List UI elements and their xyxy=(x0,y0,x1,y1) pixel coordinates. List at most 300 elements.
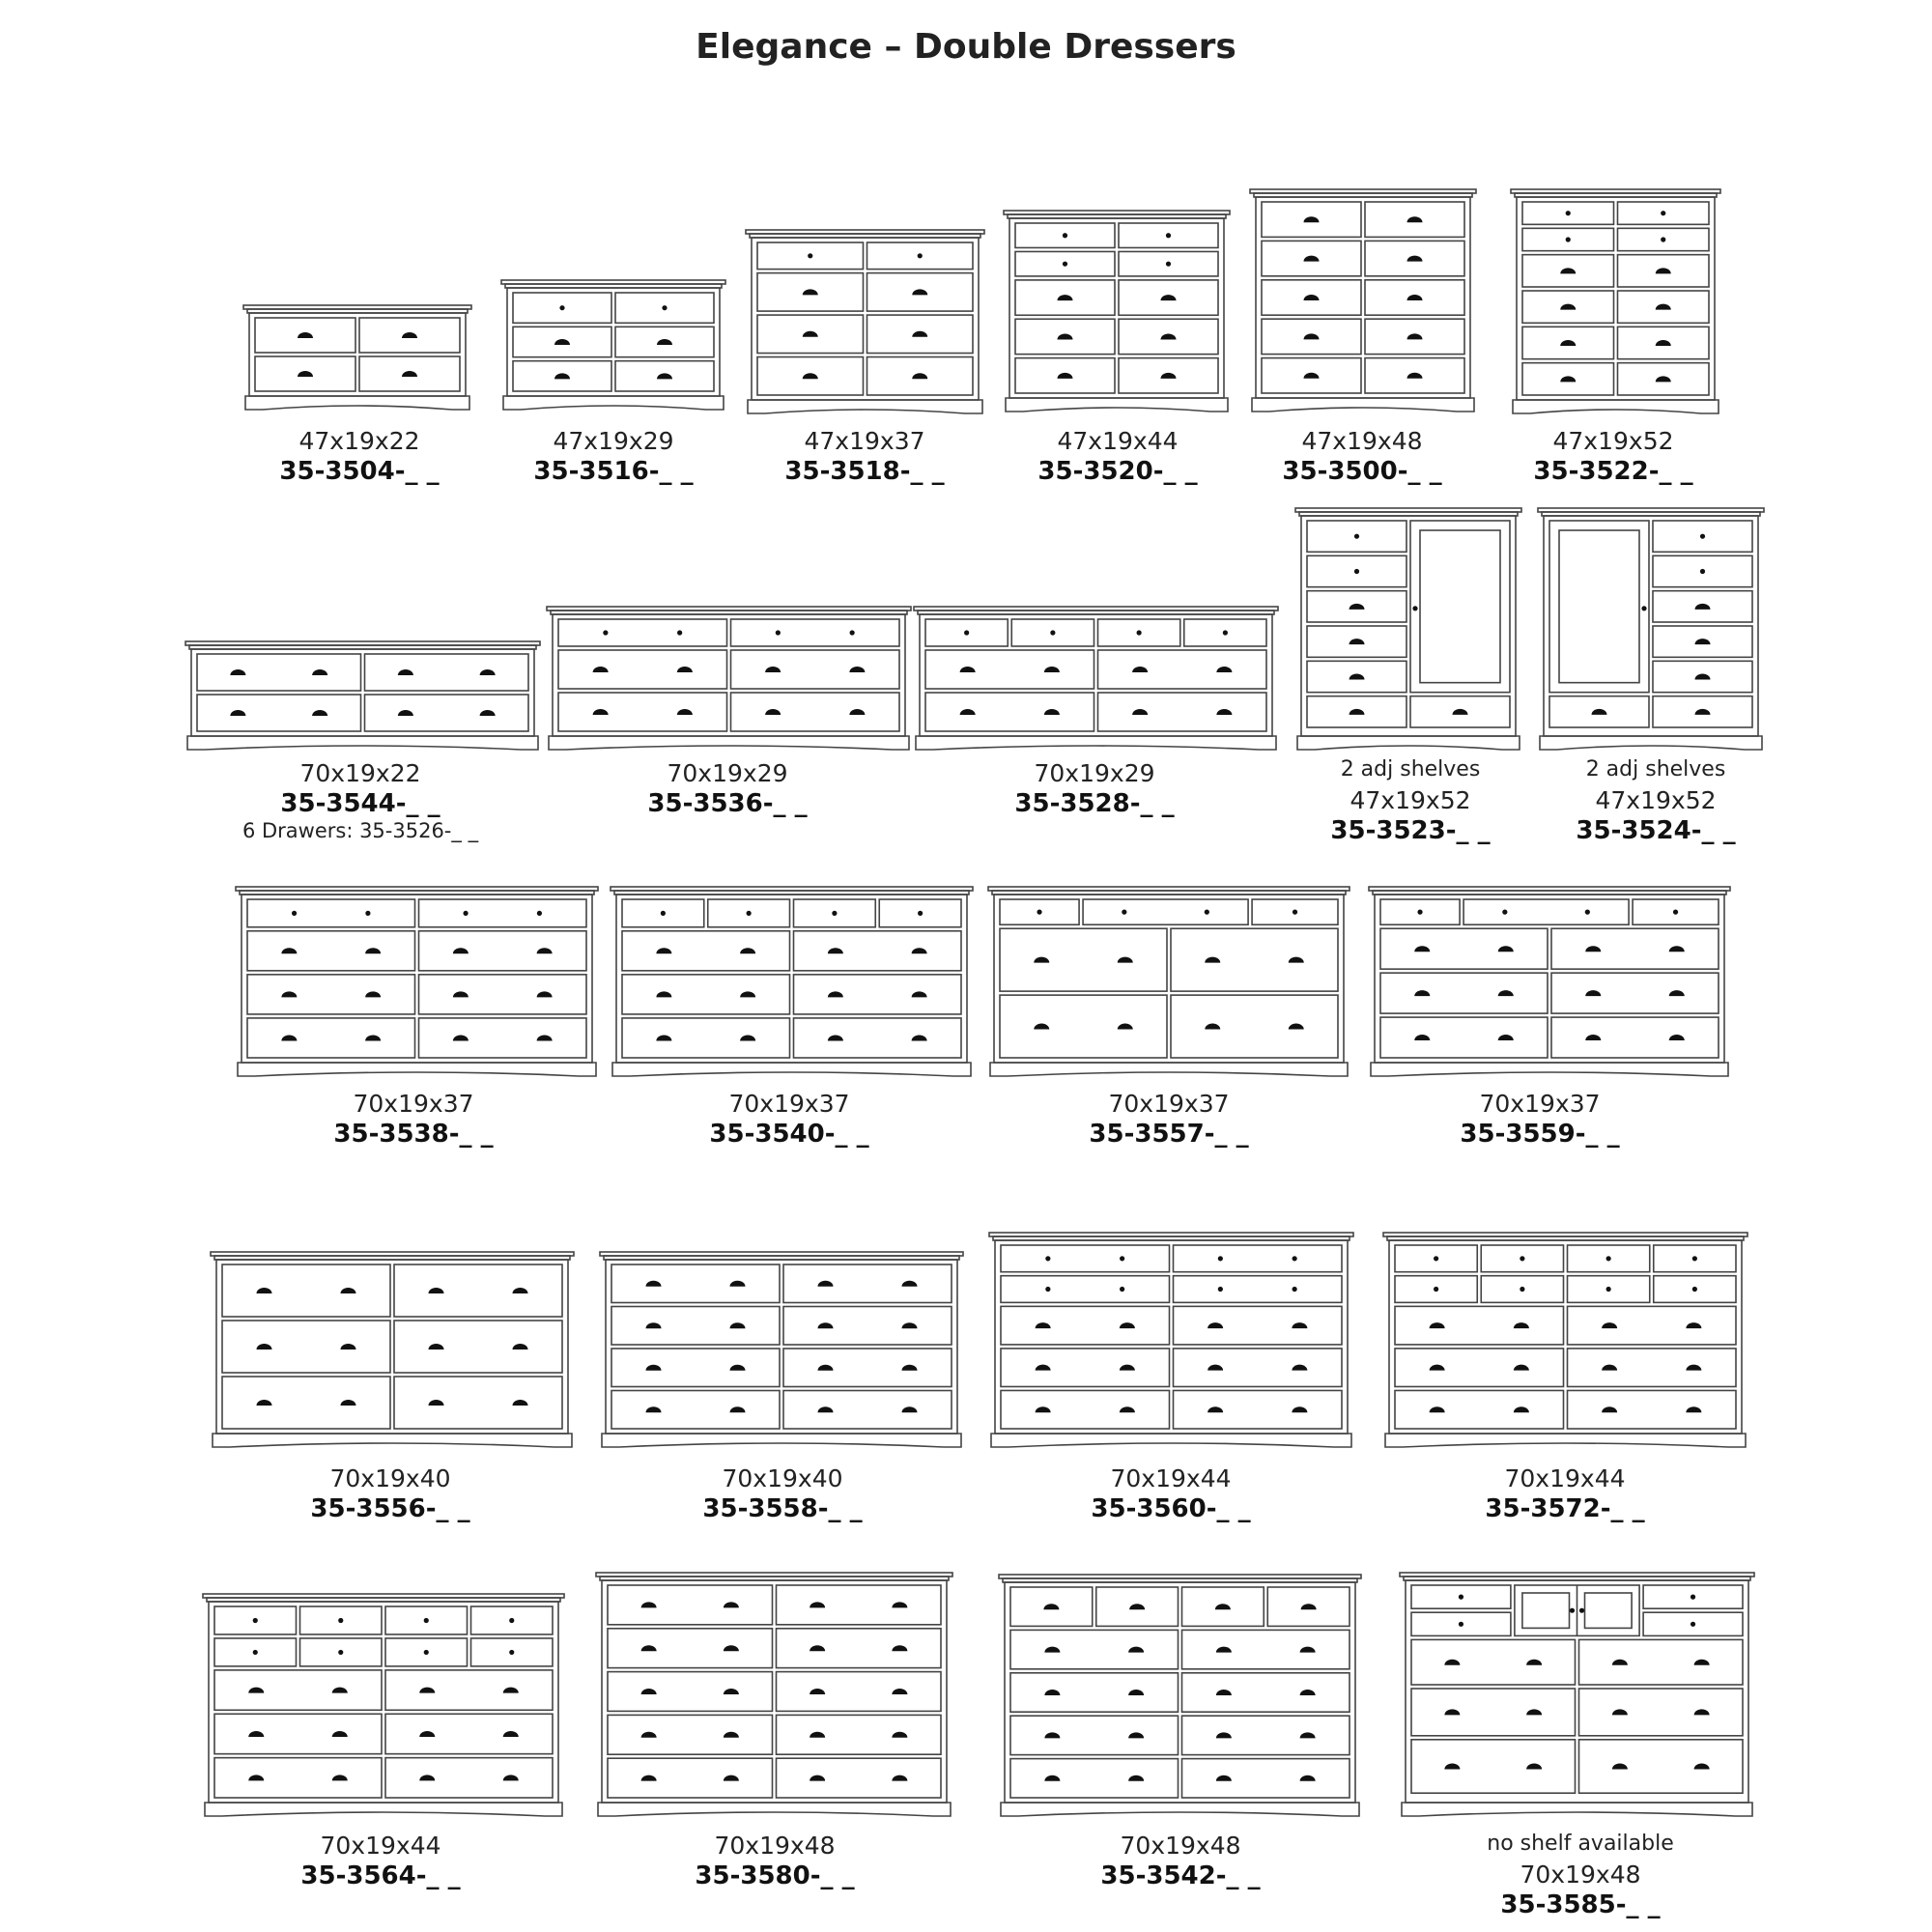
cup-pull-icon xyxy=(1407,333,1423,339)
product-code: 35-3559-_ _ xyxy=(1460,1120,1620,1149)
dimension-label: 70x19x44 xyxy=(1504,1464,1626,1492)
cup-pull-icon xyxy=(656,991,671,997)
cup-pull-icon xyxy=(1161,333,1177,339)
cup-pull-icon xyxy=(1560,268,1576,273)
product-code: 35-3560-_ _ xyxy=(1091,1494,1251,1523)
cup-pull-icon xyxy=(398,669,413,675)
drawer xyxy=(1174,1306,1343,1345)
cup-pull-icon xyxy=(641,1645,657,1651)
cup-pull-icon xyxy=(1453,709,1468,715)
cup-pull-icon xyxy=(365,1035,381,1040)
drawer xyxy=(611,1349,780,1387)
cup-pull-icon xyxy=(1292,1406,1307,1412)
cup-pull-icon xyxy=(803,373,818,379)
cup-pull-icon xyxy=(1414,946,1430,952)
cup-pull-icon xyxy=(429,1288,444,1293)
cup-pull-icon xyxy=(740,1035,755,1040)
product-code: 35-3544-_ _ xyxy=(280,789,440,818)
knob-icon xyxy=(661,911,666,916)
cabinet-door xyxy=(1549,521,1649,693)
drawer xyxy=(1182,1759,1350,1798)
dresser-18 xyxy=(1383,1233,1747,1447)
cup-pull-icon xyxy=(740,991,755,997)
drawer xyxy=(777,1585,942,1625)
knob-icon xyxy=(1218,1287,1223,1292)
drawer xyxy=(247,1018,415,1058)
knob-icon xyxy=(1661,211,1665,215)
cup-pull-icon xyxy=(1161,373,1177,379)
drawer xyxy=(558,693,727,731)
cup-pull-icon xyxy=(1044,1690,1060,1695)
cup-pull-icon xyxy=(1304,216,1320,222)
cup-pull-icon xyxy=(1350,709,1365,715)
dresser-11 xyxy=(236,887,598,1076)
base-apron xyxy=(187,736,538,750)
drawer xyxy=(1083,899,1248,924)
cup-pull-icon xyxy=(402,332,417,338)
drawer xyxy=(365,654,529,691)
drawer xyxy=(222,1264,390,1317)
dresser-9 xyxy=(1295,508,1521,750)
drawer xyxy=(1380,1017,1548,1058)
cup-pull-icon xyxy=(1444,1764,1460,1770)
cup-pull-icon xyxy=(656,1035,671,1040)
drawer xyxy=(1171,995,1338,1058)
dimension-label: 70x19x44 xyxy=(1110,1464,1232,1492)
drawer xyxy=(419,1018,587,1058)
cup-pull-icon xyxy=(740,948,755,953)
drawer xyxy=(222,1321,390,1373)
cup-pull-icon xyxy=(537,948,553,953)
dresser-8 xyxy=(914,607,1278,750)
cup-pull-icon xyxy=(1128,1647,1144,1653)
knob-icon xyxy=(1293,1287,1297,1292)
product-code: 35-3580-_ _ xyxy=(695,1861,855,1890)
cup-pull-icon xyxy=(1444,1660,1460,1665)
knob-icon xyxy=(1690,1622,1695,1627)
cup-pull-icon xyxy=(453,948,469,953)
dresser-19 xyxy=(203,1594,564,1816)
alt-code-label: 6 Drawers: 35-3526-_ _ xyxy=(242,819,479,842)
cup-pull-icon xyxy=(312,669,327,675)
cup-pull-icon xyxy=(332,1688,348,1693)
knob-icon xyxy=(1692,1256,1697,1261)
dresser-13 xyxy=(988,887,1350,1076)
dimension-label: 70x19x29 xyxy=(667,759,788,787)
knob-icon xyxy=(338,1618,343,1623)
drawer xyxy=(622,1018,790,1058)
dimension-label: 47x19x48 xyxy=(1301,427,1423,455)
dimension-label: 70x19x29 xyxy=(1034,759,1155,787)
cup-pull-icon xyxy=(1656,340,1671,346)
dresser-1 xyxy=(501,280,725,410)
cup-pull-icon xyxy=(1669,946,1685,952)
drawer xyxy=(1411,1740,1576,1793)
cup-pull-icon xyxy=(1526,1660,1542,1665)
knob-icon xyxy=(1050,630,1055,635)
knob-icon xyxy=(1606,1256,1611,1261)
drawer xyxy=(1182,1630,1350,1668)
knob-icon xyxy=(1566,211,1571,215)
knob-icon xyxy=(1045,1256,1050,1261)
cup-pull-icon xyxy=(657,339,672,345)
drawer xyxy=(1380,928,1548,969)
drawer xyxy=(1411,1639,1576,1685)
knob-icon xyxy=(677,630,682,635)
drawer xyxy=(783,1349,952,1387)
cup-pull-icon xyxy=(1414,1035,1430,1040)
knob-icon xyxy=(1293,1256,1297,1261)
cup-pull-icon xyxy=(1612,1660,1628,1665)
cup-pull-icon xyxy=(1656,376,1671,382)
knob-icon xyxy=(1459,1622,1463,1627)
cup-pull-icon xyxy=(1036,1365,1051,1371)
cup-pull-icon xyxy=(1498,946,1514,952)
drawer xyxy=(247,975,415,1014)
cup-pull-icon xyxy=(724,1602,739,1607)
cup-pull-icon xyxy=(1132,667,1148,672)
carcass xyxy=(209,1602,558,1803)
drawer xyxy=(394,1264,562,1317)
cup-pull-icon xyxy=(1216,1776,1232,1781)
cup-pull-icon xyxy=(281,948,297,953)
cup-pull-icon xyxy=(554,373,570,379)
product-code: 35-3538-_ _ xyxy=(333,1120,494,1149)
dresser-21 xyxy=(999,1575,1361,1816)
product-code: 35-3536-_ _ xyxy=(647,789,808,818)
cup-pull-icon xyxy=(1585,990,1601,996)
drawer xyxy=(419,899,587,927)
drawer xyxy=(1395,1349,1564,1387)
cup-pull-icon xyxy=(1208,1322,1223,1328)
cup-pull-icon xyxy=(730,1365,746,1371)
knob-icon xyxy=(603,630,608,635)
knob-icon xyxy=(1166,262,1171,267)
cup-pull-icon xyxy=(1560,304,1576,310)
cup-pull-icon xyxy=(810,1776,825,1781)
cup-pull-icon xyxy=(1602,1406,1617,1412)
cup-pull-icon xyxy=(1656,304,1671,310)
cup-pull-icon xyxy=(298,332,313,338)
cup-pull-icon xyxy=(657,373,672,379)
dimension-label: 47x19x37 xyxy=(804,427,925,455)
cup-pull-icon xyxy=(503,1775,519,1780)
product-code: 35-3522-_ _ xyxy=(1533,457,1693,486)
cup-pull-icon xyxy=(1043,1604,1059,1609)
knob-icon xyxy=(1354,569,1359,574)
cup-pull-icon xyxy=(1304,373,1320,379)
drawer xyxy=(611,1264,780,1303)
knob-icon xyxy=(424,1650,429,1655)
cup-pull-icon xyxy=(646,1365,662,1371)
drawer xyxy=(1001,1276,1170,1303)
cup-pull-icon xyxy=(1430,1365,1445,1371)
cup-pull-icon xyxy=(1216,1647,1232,1653)
cup-pull-icon xyxy=(1161,295,1177,300)
cup-pull-icon xyxy=(641,1732,657,1738)
drawer xyxy=(385,1758,553,1798)
cup-pull-icon xyxy=(1514,1322,1529,1328)
cup-pull-icon xyxy=(912,948,927,953)
cup-pull-icon xyxy=(902,1322,918,1328)
cup-pull-icon xyxy=(593,667,609,672)
cup-pull-icon xyxy=(1132,709,1148,715)
drawer xyxy=(197,654,361,691)
base-apron xyxy=(990,1063,1348,1076)
cup-pull-icon xyxy=(1300,1732,1316,1738)
drawer xyxy=(247,931,415,971)
cup-pull-icon xyxy=(1044,709,1060,715)
drawer xyxy=(608,1672,773,1712)
carcass xyxy=(920,614,1272,736)
cup-pull-icon xyxy=(1514,1365,1529,1371)
carcass xyxy=(752,238,979,400)
cup-pull-icon xyxy=(1036,1406,1051,1412)
dresser-4 xyxy=(1250,189,1476,412)
cup-pull-icon xyxy=(818,1406,834,1412)
drawer xyxy=(1380,973,1548,1013)
dresser-17 xyxy=(989,1233,1353,1447)
knob-icon xyxy=(424,1618,429,1623)
knob-icon xyxy=(1641,606,1646,611)
dimension-label: 70x19x44 xyxy=(320,1832,441,1860)
cup-pull-icon xyxy=(1602,1365,1617,1371)
product-code: 35-3540-_ _ xyxy=(709,1120,869,1149)
cup-pull-icon xyxy=(892,1602,907,1607)
cup-pull-icon xyxy=(513,1400,528,1406)
drawer xyxy=(611,1307,780,1346)
drawer xyxy=(419,975,587,1014)
dresser-6 xyxy=(185,641,540,750)
knob-icon xyxy=(1223,630,1228,635)
cup-pull-icon xyxy=(765,667,781,672)
drawer xyxy=(794,1018,962,1058)
knob-icon xyxy=(1700,569,1705,574)
drawer xyxy=(731,650,900,689)
cup-pull-icon xyxy=(1560,340,1576,346)
drawer xyxy=(1098,693,1267,731)
cup-pull-icon xyxy=(818,1365,834,1371)
cup-pull-icon xyxy=(1694,1709,1710,1715)
cup-pull-icon xyxy=(480,669,496,675)
product-code: 35-3564-_ _ xyxy=(300,1861,461,1890)
cup-pull-icon xyxy=(1120,1322,1135,1328)
cup-pull-icon xyxy=(724,1689,739,1694)
cup-pull-icon xyxy=(1044,1776,1060,1781)
base-apron xyxy=(602,1434,961,1447)
cup-pull-icon xyxy=(1292,1365,1307,1371)
drawer xyxy=(1010,1673,1179,1712)
knob-icon xyxy=(1579,1608,1584,1613)
dimension-label: 70x19x37 xyxy=(353,1090,474,1118)
drawer xyxy=(777,1672,942,1712)
drawer xyxy=(622,931,790,971)
cup-pull-icon xyxy=(1304,256,1320,262)
dimension-label: 47x19x22 xyxy=(298,427,420,455)
base-apron xyxy=(612,1063,971,1076)
cup-pull-icon xyxy=(646,1281,662,1287)
cup-pull-icon xyxy=(912,331,927,337)
drawer xyxy=(1463,899,1629,924)
cup-pull-icon xyxy=(646,1322,662,1328)
base-apron xyxy=(1252,398,1474,412)
drawer xyxy=(1579,1689,1744,1736)
cup-pull-icon xyxy=(1304,295,1320,300)
cup-pull-icon xyxy=(1208,1406,1223,1412)
dresser-10 xyxy=(1538,508,1764,750)
cup-pull-icon xyxy=(803,331,818,337)
product-code: 35-3542-_ _ xyxy=(1100,1861,1261,1890)
cup-pull-icon xyxy=(1695,674,1711,680)
cup-pull-icon xyxy=(480,710,496,716)
cup-pull-icon xyxy=(892,1776,907,1781)
cup-pull-icon xyxy=(828,1035,843,1040)
cup-pull-icon xyxy=(513,1344,528,1350)
cup-pull-icon xyxy=(1129,1604,1145,1609)
cup-pull-icon xyxy=(1292,1322,1307,1328)
cup-pull-icon xyxy=(248,1731,264,1737)
cup-pull-icon xyxy=(1612,1764,1628,1770)
cup-pull-icon xyxy=(332,1775,348,1780)
knob-icon xyxy=(1661,237,1665,242)
note-label: no shelf available xyxy=(1487,1832,1674,1856)
cup-pull-icon xyxy=(810,1689,825,1694)
cup-pull-icon xyxy=(641,1776,657,1781)
cup-pull-icon xyxy=(1560,376,1576,382)
dimension-label: 70x19x37 xyxy=(1108,1090,1230,1118)
drawer xyxy=(608,1758,773,1798)
drawer xyxy=(1171,928,1338,991)
dimension-label: 70x19x37 xyxy=(1479,1090,1601,1118)
knob-icon xyxy=(1045,1287,1050,1292)
cup-pull-icon xyxy=(230,710,245,716)
cup-pull-icon xyxy=(902,1365,918,1371)
cup-pull-icon xyxy=(537,1035,553,1040)
cup-pull-icon xyxy=(656,948,671,953)
cup-pull-icon xyxy=(1694,1764,1710,1770)
cup-pull-icon xyxy=(1036,1322,1051,1328)
door-panel xyxy=(1559,530,1639,683)
dresser-20 xyxy=(596,1573,952,1816)
base-apron xyxy=(245,396,469,410)
glass-pane xyxy=(1522,1593,1570,1628)
cup-pull-icon xyxy=(453,1035,469,1040)
carcass xyxy=(995,1240,1348,1434)
knob-icon xyxy=(1417,910,1422,915)
dimension-label: 47x19x29 xyxy=(553,427,674,455)
cup-pull-icon xyxy=(892,1689,907,1694)
knob-icon xyxy=(1063,262,1067,267)
base-apron xyxy=(503,396,724,410)
cup-pull-icon xyxy=(1514,1406,1529,1412)
cup-pull-icon xyxy=(641,1602,657,1607)
knob-icon xyxy=(253,1618,258,1623)
drawer xyxy=(925,693,1094,731)
drawer xyxy=(1579,1639,1744,1685)
cup-pull-icon xyxy=(1407,295,1423,300)
drawer xyxy=(1568,1306,1737,1345)
base-apron xyxy=(238,1063,596,1076)
base-apron xyxy=(991,1434,1351,1447)
knob-icon xyxy=(1606,1287,1611,1292)
cup-pull-icon xyxy=(818,1322,834,1328)
cup-pull-icon xyxy=(398,710,413,716)
cup-pull-icon xyxy=(1216,1690,1232,1695)
cup-pull-icon xyxy=(1034,957,1049,963)
cup-pull-icon xyxy=(1205,957,1220,963)
cup-pull-icon xyxy=(1058,295,1073,300)
cup-pull-icon xyxy=(1669,1035,1685,1040)
product-code: 35-3500-_ _ xyxy=(1282,457,1442,486)
dimension-label: 70x19x48 xyxy=(1520,1861,1641,1889)
dimension-label: 47x19x52 xyxy=(1595,786,1717,814)
cup-pull-icon xyxy=(724,1645,739,1651)
base-apron xyxy=(916,736,1276,750)
cup-pull-icon xyxy=(1118,957,1133,963)
base-apron xyxy=(213,1434,572,1447)
note-label: 2 adj shelves xyxy=(1340,757,1481,781)
cup-pull-icon xyxy=(281,1035,297,1040)
cup-pull-icon xyxy=(1686,1406,1701,1412)
cup-pull-icon xyxy=(1526,1709,1542,1715)
cup-pull-icon xyxy=(828,948,843,953)
carcass xyxy=(1009,218,1224,398)
cup-pull-icon xyxy=(341,1288,356,1293)
knob-icon xyxy=(1137,630,1142,635)
drawer xyxy=(1568,1349,1737,1387)
carcass xyxy=(507,288,720,396)
cup-pull-icon xyxy=(298,371,313,377)
drawer xyxy=(1395,1306,1564,1345)
knob-icon xyxy=(463,911,468,916)
cup-pull-icon xyxy=(1430,1322,1445,1328)
cup-pull-icon xyxy=(419,1731,435,1737)
cup-pull-icon xyxy=(730,1281,746,1287)
cup-pull-icon xyxy=(1289,957,1304,963)
carcass xyxy=(249,313,466,396)
drawer xyxy=(214,1670,382,1710)
knob-icon xyxy=(808,253,812,258)
knob-icon xyxy=(559,305,564,310)
product-code: 35-3585-_ _ xyxy=(1500,1890,1661,1919)
cup-pull-icon xyxy=(892,1732,907,1738)
dresser-2 xyxy=(746,230,984,413)
drawer xyxy=(1579,1740,1744,1793)
knob-icon xyxy=(1502,910,1507,915)
knob-icon xyxy=(1120,1256,1124,1261)
knob-icon xyxy=(365,911,370,916)
cup-pull-icon xyxy=(1350,639,1365,644)
cup-pull-icon xyxy=(1686,1365,1701,1371)
knob-icon xyxy=(1166,233,1171,238)
knob-icon xyxy=(509,1650,514,1655)
cup-pull-icon xyxy=(765,709,781,715)
knob-icon xyxy=(1412,606,1417,611)
drawer xyxy=(1000,995,1167,1058)
cup-pull-icon xyxy=(1208,1365,1223,1371)
drawer xyxy=(925,650,1094,689)
cup-pull-icon xyxy=(1585,1035,1601,1040)
carcass xyxy=(1256,197,1470,398)
cup-pull-icon xyxy=(902,1406,918,1412)
drawer xyxy=(558,650,727,689)
cup-pull-icon xyxy=(1407,256,1423,262)
knob-icon xyxy=(1218,1256,1223,1261)
cup-pull-icon xyxy=(677,709,693,715)
dimension-label: 70x19x40 xyxy=(722,1464,843,1492)
cup-pull-icon xyxy=(312,710,327,716)
base-apron xyxy=(598,1803,951,1816)
